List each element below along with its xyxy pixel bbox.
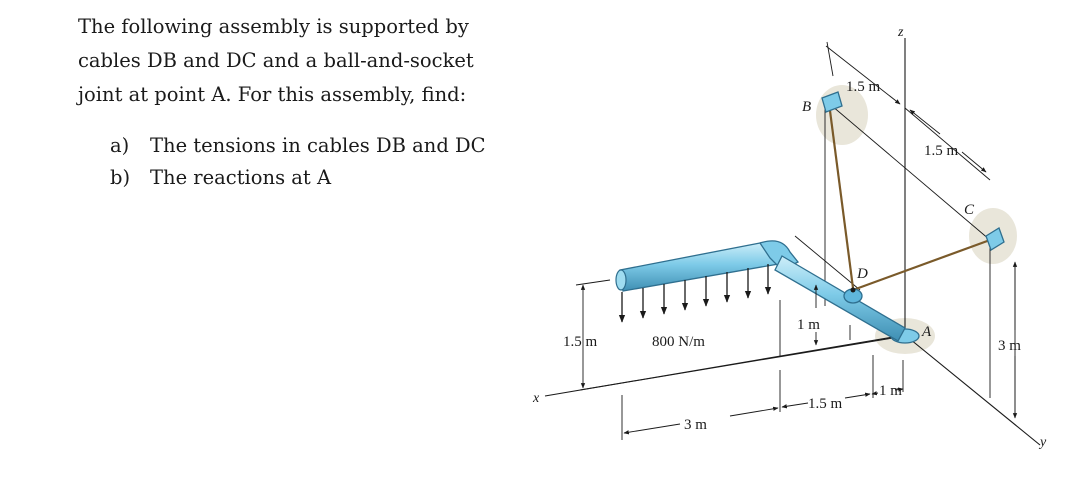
dim-bottom-3m: 3 m bbox=[684, 417, 707, 433]
axis-label-x: x bbox=[533, 391, 540, 406]
point-label-d: D bbox=[857, 266, 868, 282]
dim-load-height: 1.5 m bbox=[563, 334, 598, 350]
dim-distributed-load: 800 N/m bbox=[652, 334, 705, 350]
intro-line-2: cables DB and DC and a ball-and-socket bbox=[78, 49, 474, 72]
pipe-diagonal bbox=[775, 256, 905, 341]
dim-offset-1m: 1 m bbox=[797, 317, 820, 333]
dimension-lines bbox=[576, 42, 1015, 440]
pipe-assembly bbox=[616, 241, 905, 341]
point-label-b: B bbox=[802, 99, 812, 115]
question-label-b: b) bbox=[110, 166, 131, 189]
intro-line-3: joint at point A. For this assembly, find: bbox=[78, 83, 467, 106]
question-text-b: The reactions at A bbox=[150, 166, 332, 189]
cable-dc bbox=[853, 240, 990, 290]
point-label-a: A bbox=[922, 324, 932, 340]
dim-right-3m: 3 m bbox=[998, 338, 1021, 354]
question-text-a: The tensions in cables DB and DC bbox=[150, 134, 486, 157]
dim-right-1-5m: 1.5 m bbox=[924, 143, 959, 159]
axis-label-z: z bbox=[898, 25, 904, 40]
coordinate-axes bbox=[545, 38, 1040, 445]
point-label-c: C bbox=[964, 202, 975, 218]
dim-bottom-1-5m: 1.5 m bbox=[808, 396, 843, 412]
axis-label-y: y bbox=[1040, 435, 1047, 450]
dim-bottom-1m: 1 m bbox=[879, 383, 902, 399]
question-label-a: a) bbox=[110, 134, 130, 157]
dim-top-1-5m: 1.5 m bbox=[846, 79, 881, 95]
intro-line-1: The following assembly is supported by bbox=[78, 15, 469, 38]
